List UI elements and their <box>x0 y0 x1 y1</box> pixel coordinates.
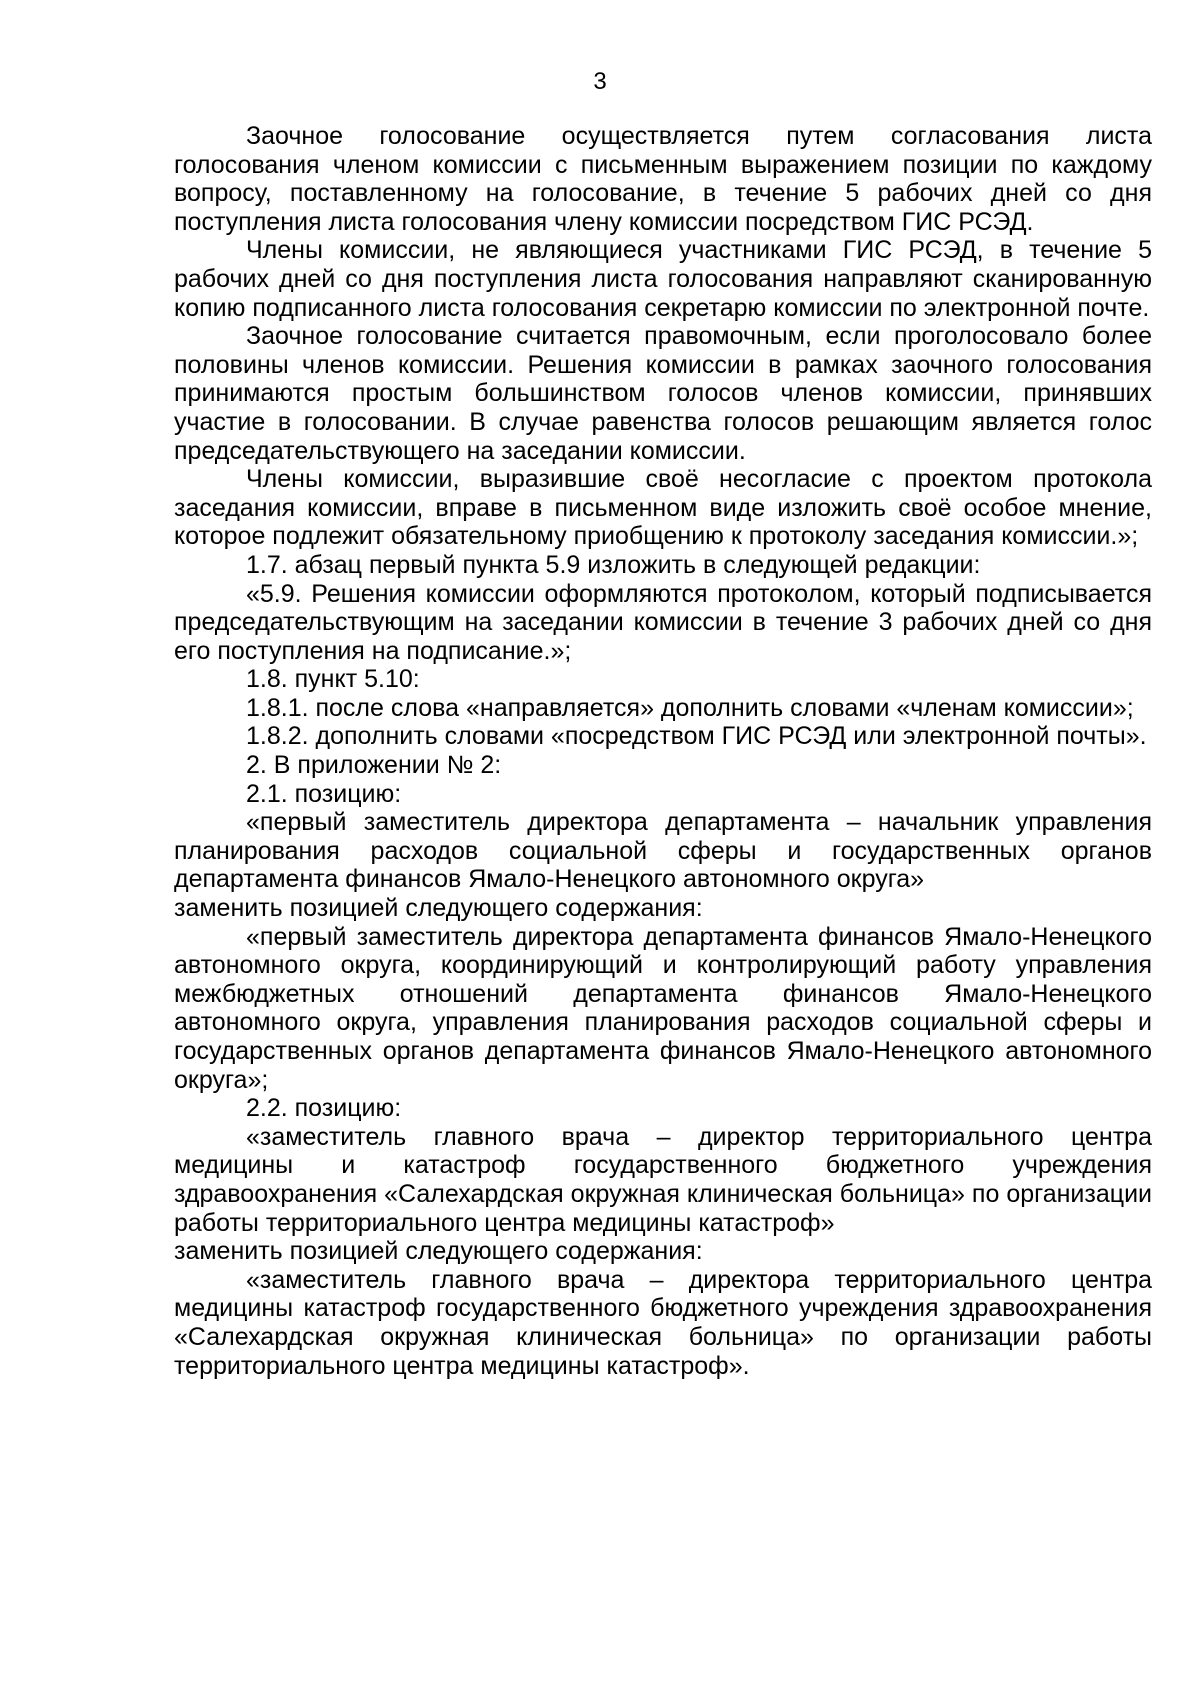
paragraph: 1.8.2. дополнить словами «посредством ГИС РСЭД или электронной почты». <box>246 722 1147 751</box>
paragraph: Заочное голосование считается правомочным, если проголосовало более половины членов комиссии. Решения комиссии в рамках заочного голосования принимаются простым большинством голосов членов комиссии, принявших участие в голосовании. В случае равенства голосов решающим является голос председательствующего на заседании комиссии. <box>174 322 1152 465</box>
paragraph: Члены комиссии, не являющиеся участниками ГИС РСЭД, в течение 5 рабочих дней со дня поступления листа голосования направляют сканированную копию подписанного листа голосования секретарю комиссии по электронной почте. <box>174 236 1152 322</box>
paragraph: Члены комиссии, выразившие своё несогласие с проектом протокола заседания комиссии, вправе в письменном виде изложить своё особое мнение, которое подлежит обязательному приобщению к протоколу заседания комиссии.»; <box>174 465 1152 551</box>
paragraph: «заместитель главного врача – директор территориального центра медицины и катастроф государственного бюджетного учреждения здравоохранения «Салехардская окружная клиническая больница» по организации работы территориального центра медицины катастроф» <box>174 1122 1152 1237</box>
paragraph: заменить позицией следующего содержания: <box>174 1237 703 1266</box>
document-body <box>174 122 1152 1380</box>
paragraph: 1.8. пункт 5.10: <box>246 665 420 694</box>
paragraph: 1.7. абзац первый пункта 5.9 изложить в следующей редакции: <box>246 550 981 579</box>
paragraph: «заместитель главного врача – директора территориального центра медицины катастроф государственного бюджетного учреждения здравоохранения «Салехардская окружная клиническая больница» по организации работы территориального центра медицины катастроф». <box>174 1265 1152 1380</box>
paragraph: 1.8.1. после слова «направляется» дополнить словами «членам комиссии»; <box>246 693 1134 722</box>
paragraph: 2.1. позицию: <box>246 779 402 808</box>
page-number: 3 <box>593 68 607 95</box>
paragraph: «первый заместитель директора департамента финансов Ямало-Ненецкого автономного округа, координирующий и контролирующий работу управления межбюджетных отношений департамента финансов Ямало-Ненецкого автономного округа, управления планирования расходов социальной сферы и государственных органов департамента финансов Ямало-Ненецкого автономного округа»; <box>174 922 1152 1094</box>
paragraph: заменить позицией следующего содержания: <box>174 894 703 923</box>
paragraph: «5.9. Решения комиссии оформляются протоколом, который подписывается председательствующим на заседании комиссии в течение 3 рабочих дней со дня его поступления на подписание.»; <box>174 579 1152 665</box>
paragraph: «первый заместитель директора департамента – начальник управления планирования расходов социальной сферы и государственных органов департамента финансов Ямало-Ненецкого автономного округа» <box>174 808 1152 894</box>
paragraph: 2.2. позицию: <box>246 1094 402 1123</box>
paragraph: Заочное голосование осуществляется путем согласования листа голосования членом комиссии с письменным выражением позиции по каждому вопросу, поставленному на голосование, в течение 5 рабочих дней со дня поступления листа голосования члену комиссии посредством ГИС РСЭД. <box>174 122 1152 236</box>
paragraph: 2. В приложении № 2: <box>246 751 502 780</box>
